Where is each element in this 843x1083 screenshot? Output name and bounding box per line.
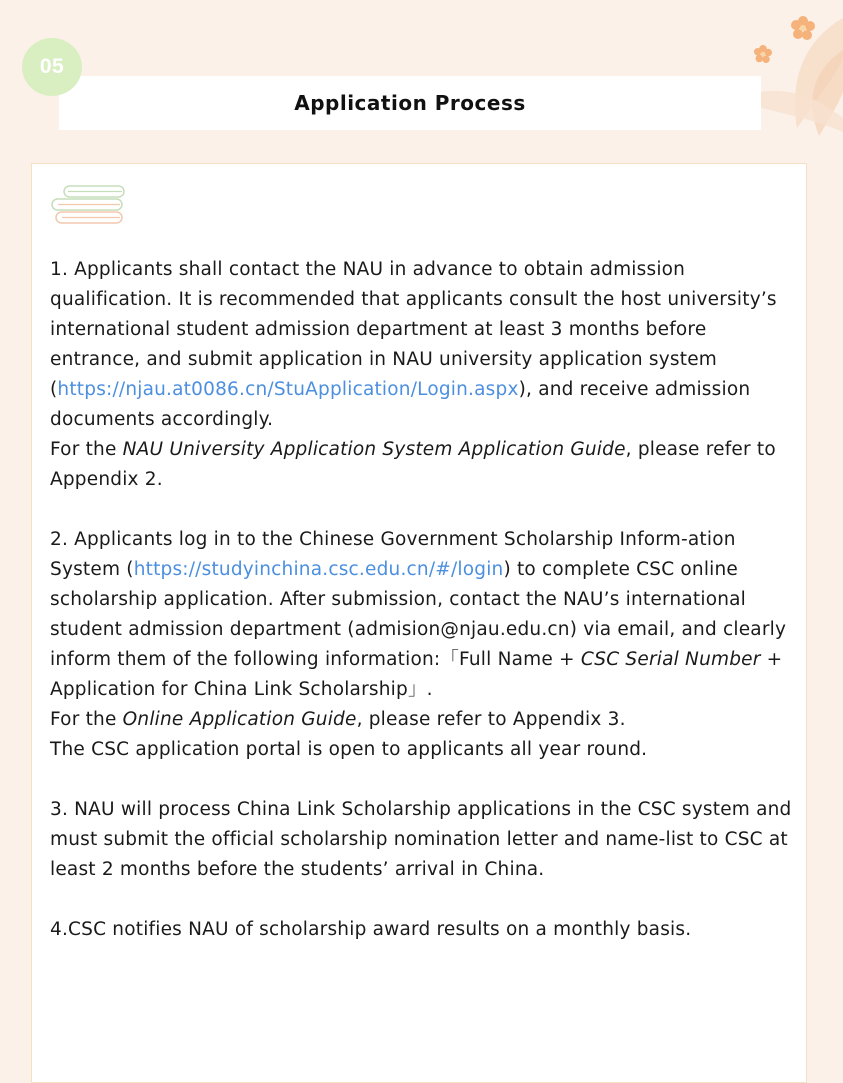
step-2-paragraph: 2. Applicants log in to the Chinese Government Scholarship Inform-ation System (https://studyinchina.csc.edu.cn/#/login) to complete CSC online scholarship application. After submission, contact the NAU’s international student admission department (admision@njau.edu.cn) via email, and clearly inform them of the following information:「Full Name + CSC Serial Number + Application for China Link Scholarship」. <box>50 529 787 700</box>
books-icon <box>50 182 130 226</box>
guide-title: Online Application Guide <box>122 709 357 730</box>
content-card <box>31 163 807 1083</box>
page-title: Application Process <box>294 91 526 115</box>
section-number-badge: 05 <box>22 38 82 96</box>
step-1-paragraph: 1. Applicants shall contact the NAU in advance to obtain admission qualification. It is recommended that applicants consult the host university’s international student admission department at least 3 months before entrance, and submit application in NAU university application system (https://njau.at0086.cn/StuApplication/Login.aspx), and receive admission documents accordingly. <box>50 259 777 430</box>
csc-serial-number: CSC Serial Number <box>580 649 761 670</box>
step-4-paragraph: 4.CSC notifies NAU of scholarship award results on a monthly basis. <box>50 919 692 940</box>
title-bar <box>59 76 761 130</box>
csc-login-link[interactable]: https://studyinchina.csc.edu.cn/#/login <box>133 559 504 580</box>
step-2-portal-note: The CSC application portal is open to applicants all year round. <box>50 739 648 760</box>
njau-application-link[interactable]: https://njau.at0086.cn/StuApplication/Login.aspx <box>57 379 519 400</box>
step-3-paragraph: 3. NAU will process China Link Scholarship applications in the CSC system and must submit the official scholarship nomination letter and name-list to CSC at least 2 months before the students’ arrival in China. <box>50 799 792 880</box>
guide-title: NAU University Application System Application Guide <box>122 439 626 460</box>
step-2-guide: For the Online Application Guide, please refer to Appendix 3. <box>50 709 626 730</box>
process-content <box>50 255 795 945</box>
step-1-guide: For the NAU University Application System Application Guide, please refer to Appendix 2. <box>50 439 776 490</box>
